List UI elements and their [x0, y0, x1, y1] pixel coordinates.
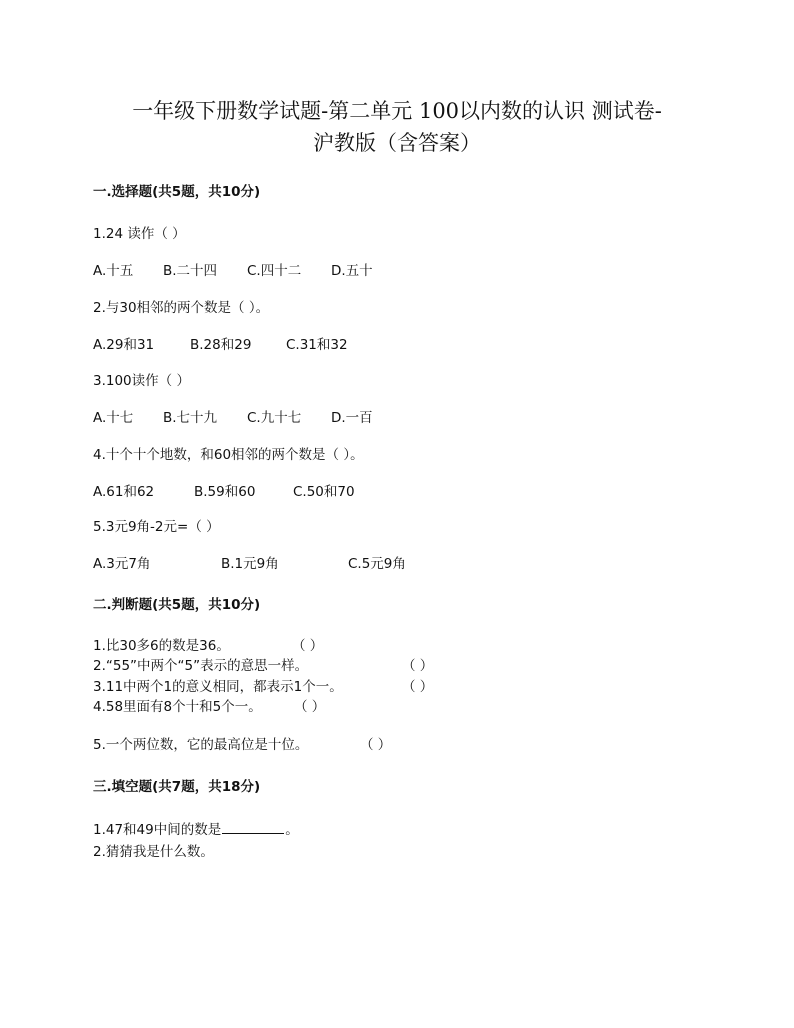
choice-q1-option-b: B.二十四	[163, 263, 218, 279]
choice-q4-option-c: C.50和70	[293, 484, 355, 500]
judge-q5-stem: 5.一个两位数，它的最高位是十位。	[93, 737, 309, 753]
choice-q4-stem: 4.十个十个地数，和60相邻的两个数是（ ）。	[93, 447, 364, 463]
choice-q3-stem: 3.100读作（ ）	[93, 373, 190, 389]
judge-q2-answer-paren: （ ）	[402, 658, 434, 674]
fill-q2-stem: 2.猜猜我是什么数。	[93, 844, 214, 860]
fill-q1-end: 。	[285, 822, 299, 838]
judge-q4-answer-paren: （ ）	[294, 699, 326, 715]
section-heading-choice: 一.选择题(共5题，共10分)	[93, 184, 261, 200]
choice-q1-option-c: C.四十二	[247, 263, 302, 279]
fill-q1-answer-blank[interactable]	[222, 820, 284, 834]
judge-q4-stem: 4.58里面有8个十和5个一。	[93, 699, 262, 715]
title-line-2: 沪教版（含答案）	[313, 131, 481, 155]
choice-q2-option-c: C.31和32	[286, 337, 348, 353]
fill-q1-text: 1.47和49中间的数是	[93, 822, 222, 838]
judge-q1-stem: 1.比30多6的数是36。	[93, 638, 230, 654]
choice-q2-option-b: B.28和29	[190, 337, 252, 353]
choice-q3-option-a: A.十七	[93, 410, 134, 426]
choice-q3-option-b: B.七十九	[163, 410, 218, 426]
choice-q5-option-c: C.5元9角	[348, 556, 406, 572]
choice-q2-option-a: A.29和31	[93, 337, 155, 353]
judge-q3-answer-paren: （ ）	[402, 679, 434, 695]
section-heading-fill: 三.填空题(共7题，共18分)	[93, 779, 261, 795]
choice-q3-option-c: C.九十七	[247, 410, 302, 426]
choice-q5-option-b: B.1元9角	[221, 556, 279, 572]
choice-q1-option-a: A.十五	[93, 263, 134, 279]
choice-q2-stem: 2.与30相邻的两个数是（ ）。	[93, 300, 270, 316]
judge-q2-stem: 2.“55”中两个“5”表示的意思一样。	[93, 658, 309, 674]
choice-q4-option-a: A.61和62	[93, 484, 155, 500]
choice-q1-stem: 1.24 读作（ ）	[93, 226, 186, 242]
title-line-1: 一年级下册数学试题-第二单元 100以内数的认识 测试卷-	[132, 99, 662, 123]
choice-q4-option-b: B.59和60	[194, 484, 256, 500]
choice-q5-stem: 5.3元9角-2元=（ ）	[93, 519, 220, 535]
choice-q1-option-d: D.五十	[331, 263, 373, 279]
choice-q3-option-d: D.一百	[331, 410, 373, 426]
section-heading-judge: 二.判断题(共5题，共10分)	[93, 597, 261, 613]
choice-q5-option-a: A.3元7角	[93, 556, 151, 572]
judge-q5-answer-paren: （ ）	[360, 737, 392, 753]
fill-q1	[93, 818, 299, 838]
judge-q3-stem: 3.11中两个1的意义相同，都表示1个一。	[93, 679, 343, 695]
judge-q1-answer-paren: （ ）	[292, 638, 324, 654]
